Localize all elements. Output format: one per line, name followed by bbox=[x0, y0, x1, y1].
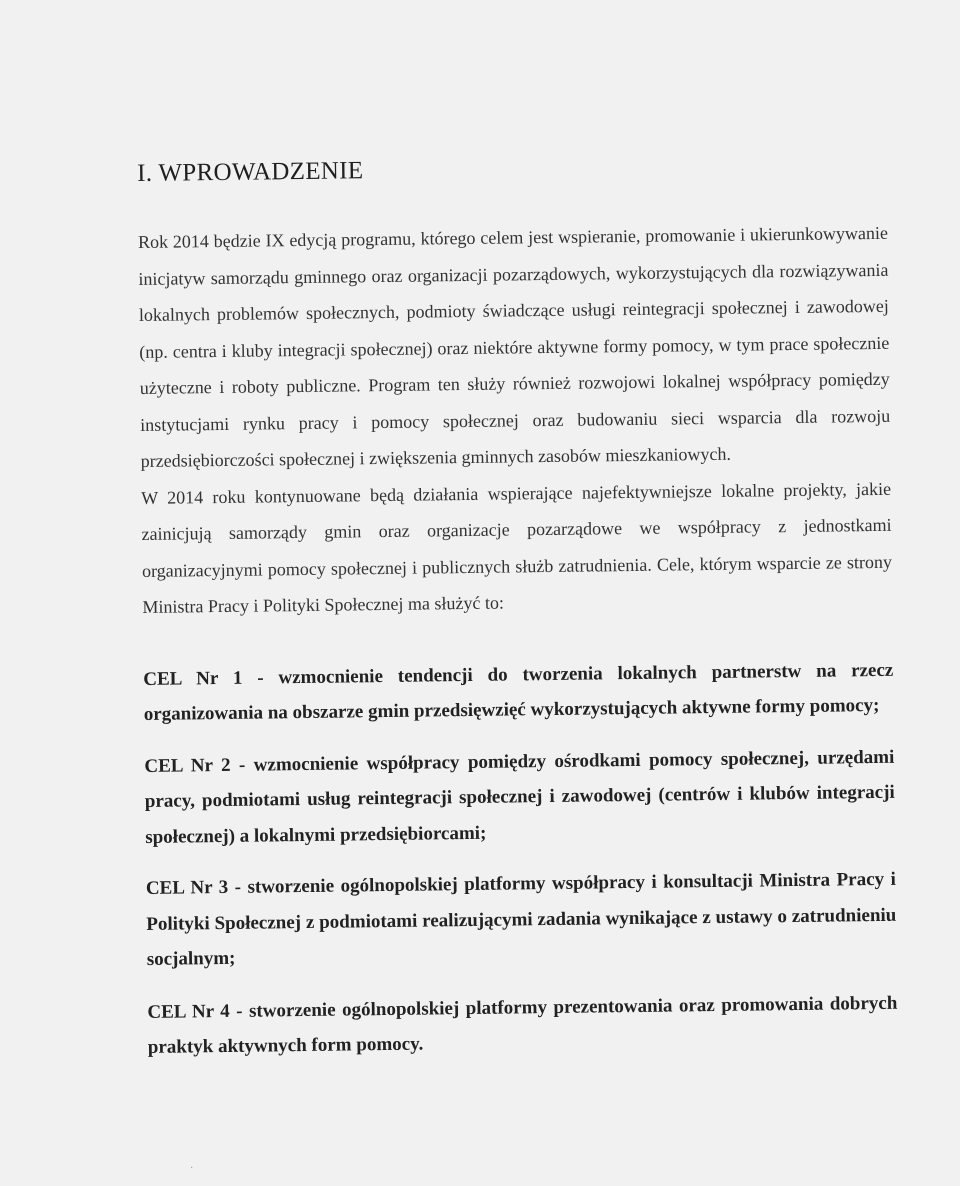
cut-off-top-text bbox=[90, 0, 910, 8]
goal-2: CEL Nr 2 - wzmocnienie współpracy pomiędzy ośrodkami pomocy społecznej, urzędami pracy, podmiotami usług reintegracji społecznej i zawodowej (centrów i klubów integracji społecznej) a lokalnymi przedsiębiorcami; bbox=[144, 746, 895, 848]
goal-4: CEL Nr 4 - stworzenie ogólnopolskiej platformy prezentowania oraz promowania dobrych praktyk aktywnych form pomocy. bbox=[147, 992, 898, 1058]
section-heading: I. WPROWADZENIE bbox=[137, 157, 364, 187]
goal-3: CEL Nr 3 - stworzenie ogólnopolskiej platformy współpracy i konsultacji Ministra Pracy i Polityki Społecznej z podmiotami realizującymi zadania wynikające z ustawy o zatrudnieniu socjalnym; bbox=[145, 868, 897, 970]
goal-1: CEL Nr 1 - wzmocnienie tendencji do tworzenia lokalnych partnerstw na rzecz organizowania na obszarze gmin przedsięwzięć wykorzystujących aktywne formy pomocy; bbox=[143, 659, 894, 725]
scan-speck: · bbox=[190, 1163, 194, 1174]
document-content bbox=[137, 151, 898, 1066]
continuation-paragraph: W 2014 roku kontynuowane będą działania wspierające najefektywniejsze lokalne projekty, jakie zainicjują samorządy gmin oraz organizacje pozarządowe we współpracy z jednostkami organizacyjnymi pomocy społecznej i publicznych służb zatrudnienia. Cele, którym wsparcie ze strony Ministra Pracy i Polityki Społecznej ma służyć to: bbox=[141, 478, 893, 617]
intro-paragraph: Rok 2014 będzie IX edycją programu, którego celem jest wspieranie, promowanie i ukierunkowywanie inicjatyw samorządu gminnego oraz organizacji pozarządowych, wykorzystujących dla rozwiązywania lokalnych problemów społecznych, podmioty świadczące usługi reintegracji społecznej i zawodowej (np. centra i kluby integracji społecznej) oraz niektóre aktywne formy pomocy, w tym prace społecznie użyteczne i roboty publiczne. Program ten służy również rozwojowi lokalnej współpracy pomiędzy instytucjami rynku pracy i pomocy społecznej oraz budowaniu sieci wsparcia dla rozwoju przedsiębiorczości społecznej i zwiększenia gminnych zasobów mieszkaniowych. bbox=[137, 222, 891, 471]
